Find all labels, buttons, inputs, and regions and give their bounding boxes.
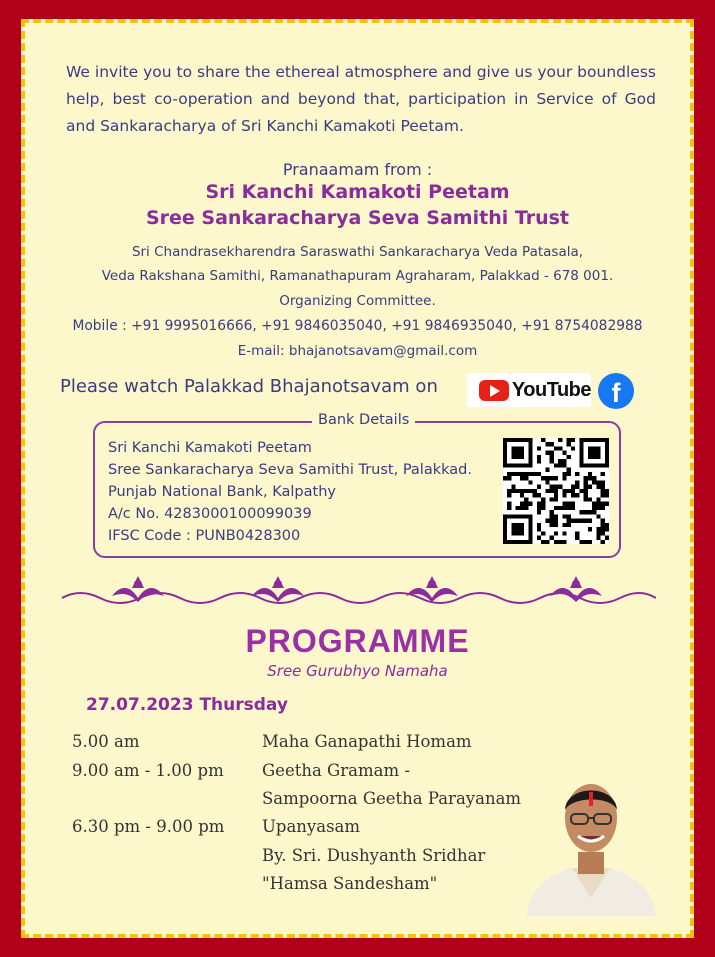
mobile-numbers: Mobile : +91 9995016666, +91 9846035040, +91 9846935040, +91 8754082988 (72, 318, 643, 334)
schedule-time: 9.00 am - 1.00 pm (72, 761, 224, 780)
decorative-divider (60, 574, 656, 610)
org-name-line2: Sree Sankaracharya Seva Samithi Trust (145, 207, 570, 229)
bank-line-1: Sri Kanchi Kamakoti Peetam (108, 440, 312, 456)
ifsc-code: IFSC Code : PUNB0428300 (108, 528, 301, 544)
qr-code-icon[interactable] (503, 438, 609, 544)
schedule-event: By. Sri. Dushyanth Sridhar (262, 846, 486, 865)
youtube-logo-icon (479, 380, 509, 401)
speaker-photo (520, 770, 662, 916)
schedule-event: "Hamsa Sandesham" (262, 874, 438, 893)
account-number: A/c No. 4283000100099039 (108, 506, 312, 522)
watch-text: Please watch Palakkad Bhajanotsavam on (60, 376, 438, 397)
bank-details-title: Bank Details (312, 412, 415, 428)
address-line2: Veda Rakshana Samithi, Ramanathapuram Agraharam, Palakkad - 678 001. (101, 268, 614, 284)
schedule-event: Sampoorna Geetha Parayanam (262, 789, 522, 808)
schedule-time: 5.00 am (72, 732, 140, 751)
organizing-committee: Organizing Committee. (279, 293, 436, 309)
facebook-logo-icon[interactable]: f (598, 373, 634, 409)
programme-date: 27.07.2023 Thursday (86, 695, 288, 715)
org-name-line1: Sri Kanchi Kamakoti Peetam (205, 181, 510, 203)
address-line1: Sri Chandrasekharendra Saraswathi Sankaracharya Veda Patasala, (131, 244, 584, 260)
email-address: E-mail: bhajanotsavam@gmail.com (237, 343, 478, 359)
bank-name: Punjab National Bank, Kalpathy (108, 484, 336, 500)
youtube-link[interactable] (467, 373, 591, 407)
programme-subtitle: Sree Gurubhyo Namaha (267, 662, 448, 680)
youtube-label: YouTube (511, 378, 591, 401)
pranaamam-label: Pranaamam from : (282, 160, 433, 179)
schedule-time: 6.30 pm - 9.00 pm (72, 817, 225, 836)
intro-paragraph: We invite you to share the ethereal atmosphere and give us your boundless help, best co-operation and beyond that, participation in Service of God and Sankaracharya of Sri Kanchi Kamakoti Peetam. (66, 63, 656, 135)
schedule-event: Geetha Gramam - (262, 761, 410, 780)
schedule-event: Maha Ganapathi Homam (262, 732, 472, 751)
bank-line-2: Sree Sankaracharya Seva Samithi Trust, Palakkad. (108, 462, 472, 478)
programme-title: PROGRAMME (245, 623, 470, 659)
schedule-event: Upanyasam (262, 817, 361, 836)
